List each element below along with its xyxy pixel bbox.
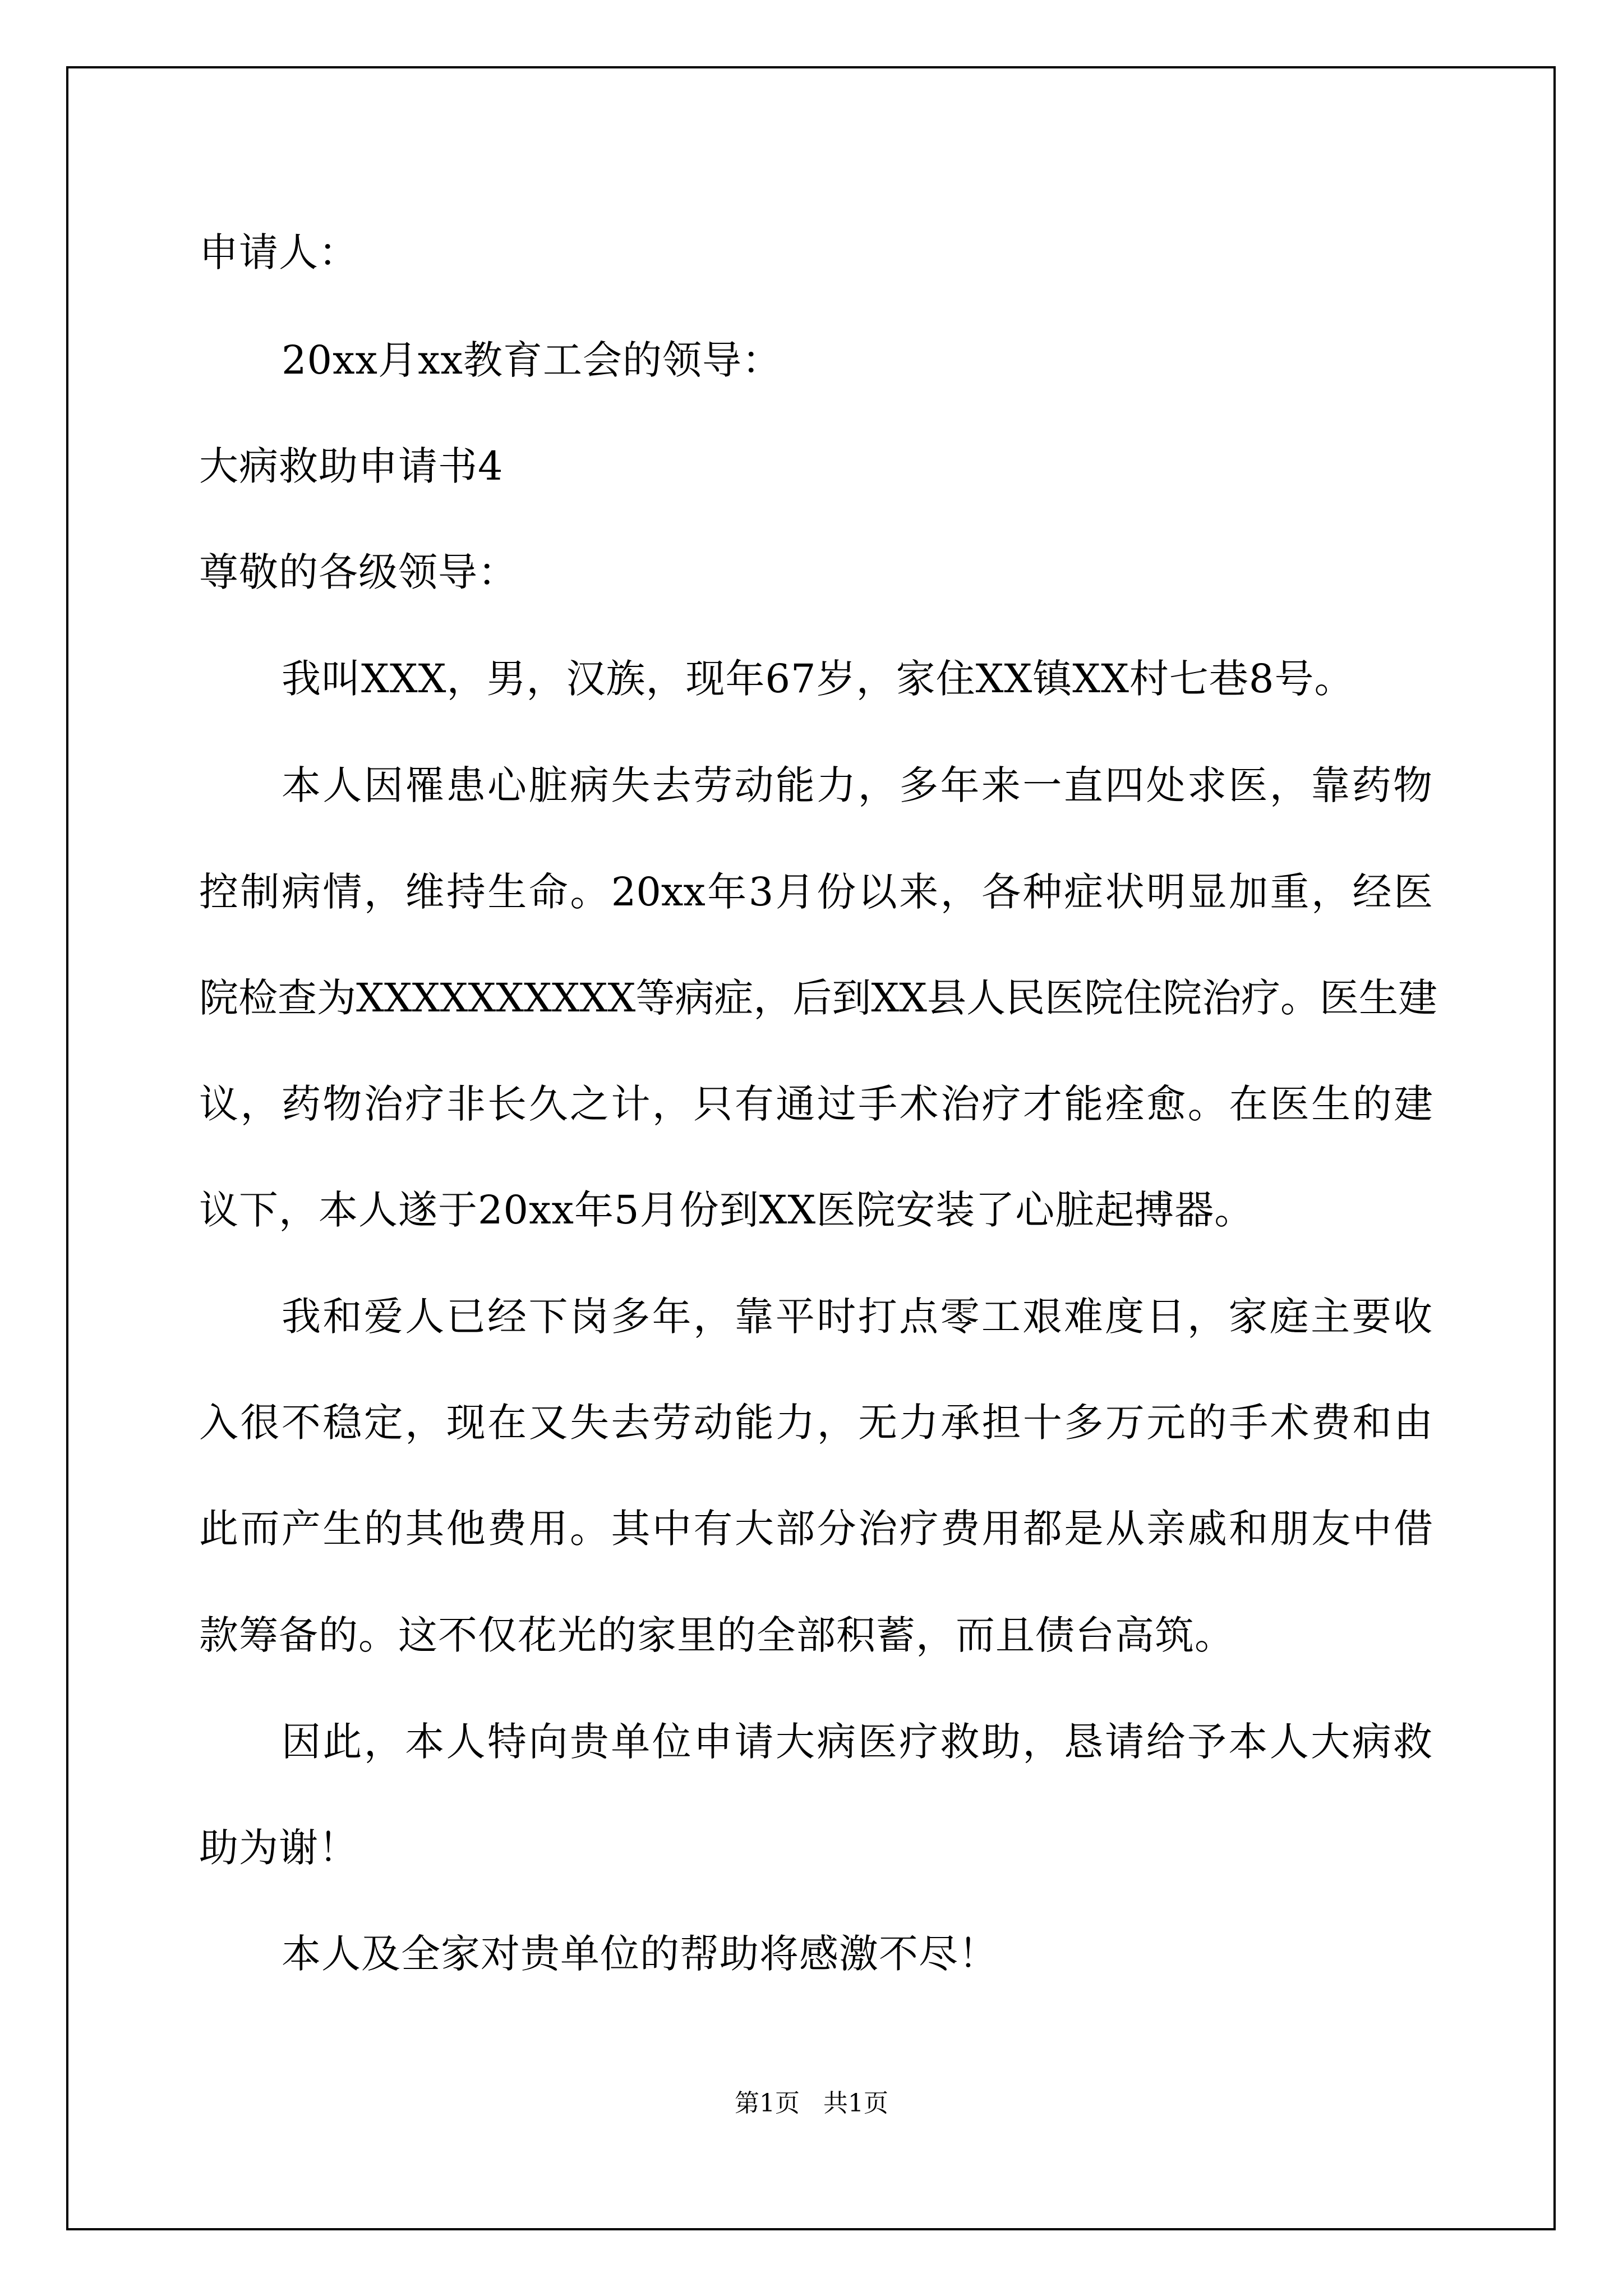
paragraph-illness-line-2: 控制病情，维持生命。20xx年3月份以来，各种症状明显加重，经医 [199,869,1433,915]
greeting-union-leaders: 20xx月xx教育工会的领导： [282,337,782,383]
paragraph-illness-line-3: 院检查为XXXXXXXXXX等病症，后到XX县人民医院住院治疗。医生建 [199,975,1438,1021]
paragraph-illness-line-1: 本人因罹患心脏病失去劳动能力，多年来一直四处求医，靠药物 [282,762,1432,808]
page-border [66,66,1556,2230]
paragraph-finance-line-4: 款筹备的。这不仅花光的家里的全部积蓄，而且债台高筑。 [199,1612,1234,1658]
paragraph-finance-line-1: 我和爱人已经下岗多年，靠平时打点零工艰难度日，家庭主要收 [282,1294,1432,1340]
page-footer: 第1页 共1页 [735,2089,888,2118]
applicant-line: 申请人： [199,229,358,275]
salutation: 尊敬的各级领导： [199,549,518,595]
paragraph-illness-line-4: 议，药物治疗非长久之计，只有通过手术治疗才能痊愈。在医生的建 [199,1081,1433,1127]
paragraph-request-line-2: 助为谢！ [199,1825,358,1871]
paragraph-finance-line-2: 入很不稳定，现在又失去劳动能力，无力承担十多万元的手术费和由 [199,1400,1433,1446]
paragraph-illness-line-5: 议下，本人遂于20xx年5月份到XX医院安装了心脏起搏器。 [199,1187,1255,1233]
paragraph-intro: 我叫XXX，男，汉族，现年67岁，家住XX镇XX村七巷8号。 [282,656,1354,702]
paragraph-finance-line-3: 此而产生的其他费用。其中有大部分治疗费用都是从亲戚和朋友中借 [199,1506,1433,1552]
paragraph-thanks: 本人及全家对贵单位的帮助将感激不尽！ [282,1931,998,1977]
document-title: 大病救助申请书4 [199,443,504,489]
paragraph-request-line-1: 因此，本人特向贵单位申请大病医疗救助，恳请给予本人大病救 [282,1719,1432,1765]
